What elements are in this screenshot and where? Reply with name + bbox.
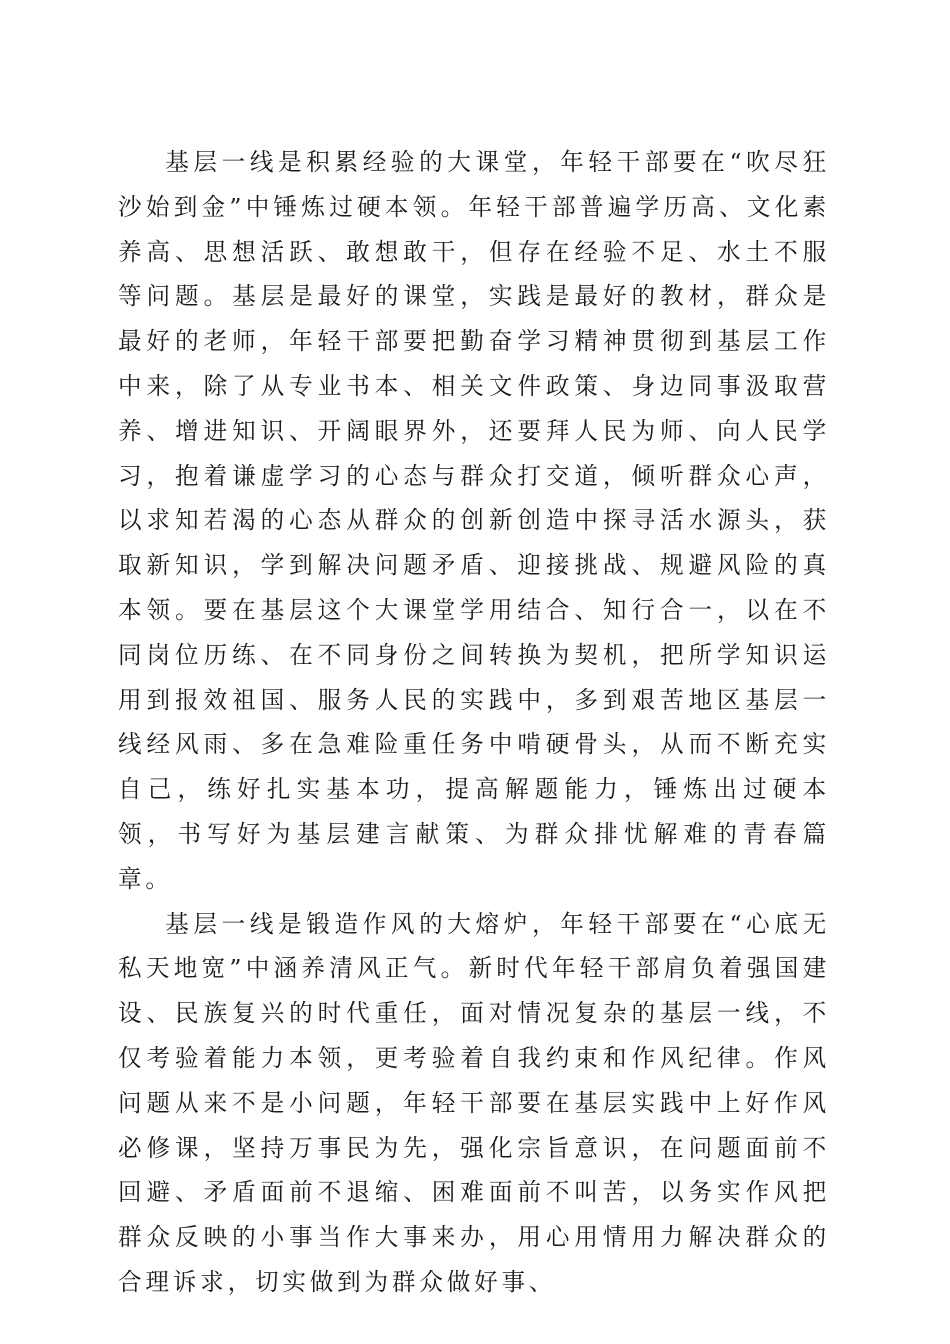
paragraph-1: 基层一线是积累经验的大课堂，年轻干部要在“吹尽狂沙始到金”中锤炼过硬本领。年轻干部普遍学历高、文化素养高、思想活跃、敢想敢干，但存在经验不足、水土不服等问题。基层是最好的课堂，实践是最好的教材，群众是最好的老师，年轻干部要把勤奋学习精神贯彻到基层工作中来，除了从专业书本、相关文件政策、身边同事汲取营养、增进知识、开阔眼界外，还要拜人民为师、向人民学习，抱着谦虚学习的心态与群众打交道，倾听群众心声，以求知若渴的心态从群众的创新创造中探寻活水源头，获取新知识，学到解决问题矛盾、迎接挑战、规避风险的真本领。要在基层这个大课堂学用结合、知行合一，以在不同岗位历练、在不同身份之间转换为契机，把所学知识运用到报效祖国、服务人民的实践中，多到艰苦地区基层一线经风雨、多在急难险重任务中啃硬骨头，从而不断充实自己，练好扎实基本功，提高解题能力，锤炼出过硬本领，书写好为基层建言献策、为群众排忧解难的青春篇章。 — [118, 148, 830, 893]
paragraph-2: 基层一线是锻造作风的大熔炉，年轻干部要在“心底无私天地宽”中涵养清风正气。新时代年轻干部肩负着强国建设、民族复兴的时代重任，面对情况复杂的基层一线，不仅考验着能力本领，更考验着自我约束和作风纪律。作风问题从来不是小问题，年轻干部要在基层实践中上好作风必修课，坚持万事民为先，强化宗旨意识，在问题面前不回避、矛盾面前不退缩、困难面前不叫苦，以务实作风把群众反映的小事当作大事来办，用心用情用力解决群众的合理诉求，切实做到为群众做好事、 — [118, 909, 830, 1296]
body-text — [118, 140, 830, 1305]
